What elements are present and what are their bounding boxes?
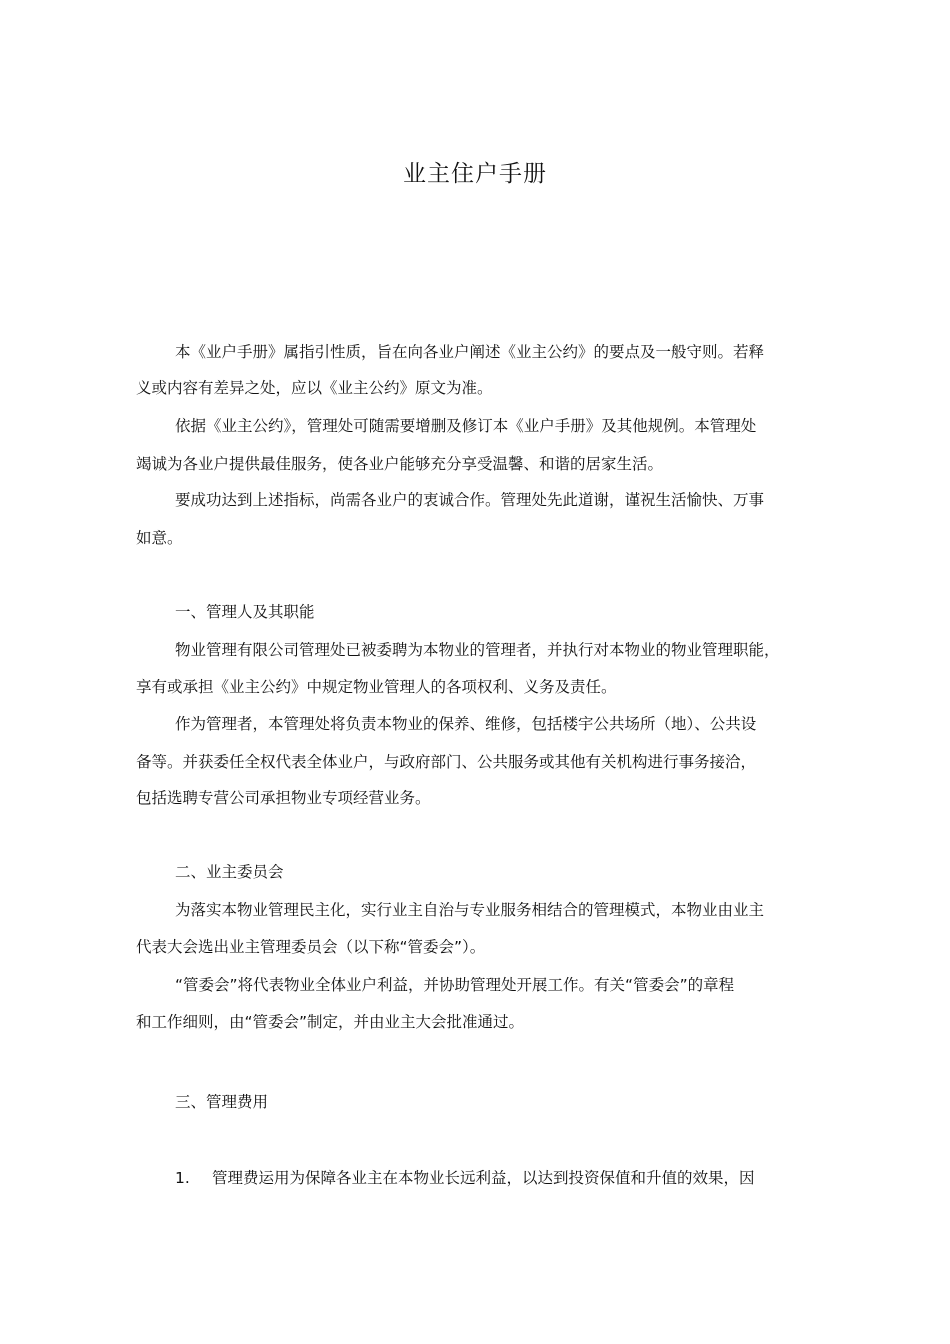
intro-line-6: 如意。 (136, 529, 183, 547)
section3-item1-number: 1. (175, 1169, 190, 1187)
intro-line-3: 依据《业主公约》，管理处可随需要增删及修订本《业户手册》及其他规例。本管理处 (175, 417, 757, 435)
section3-heading: 三、管理费用 (175, 1093, 269, 1111)
section1-line-1: 物业管理有限公司管理处已被委聘为本物业的管理者，并执行对本物业的物业管理职能， (175, 641, 780, 659)
section1-heading: 一、管理人及其职能 (175, 603, 315, 621)
section1-line-4: 备等。并获委任全权代表全体业户，与政府部门、公共服务或其他有关机构进行事务接洽， (136, 753, 757, 771)
section1-line-5: 包括选聘专营公司承担物业专项经营业务。 (136, 789, 431, 807)
section1-line-3: 作为管理者，本管理处将负责本物业的保养、维修，包括楼宇公共场所（地）、公共设 (175, 715, 757, 733)
section1-line-2: 享有或承担《业主公约》中规定物业管理人的各项权利、义务及责任。 (136, 678, 617, 696)
section2-heading: 二、业主委员会 (175, 863, 284, 881)
section3-item1-text: 管理费运用为保障各业主在本物业长远利益，以达到投资保值和升值的效果，因 (212, 1169, 755, 1187)
section2-line-1: 为落实本物业管理民主化，实行业主自治与专业服务相结合的管理模式，本物业由业主 (175, 901, 765, 919)
section2-line-2: 代表大会选出业主管理委员会（以下称“管委会”）。 (136, 938, 486, 956)
intro-line-1: 本《业户手册》属指引性质，旨在向各业户阐述《业主公约》的要点及一般守则。若释 (175, 343, 765, 361)
document-title: 业主住户手册 (403, 161, 547, 187)
intro-line-2: 义或内容有差异之处，应以《业主公约》原文为准。 (136, 379, 493, 397)
section2-line-4: 和工作细则，由“管委会”制定，并由业主大会批准通过。 (136, 1013, 525, 1031)
intro-line-4: 竭诚为各业户提供最佳服务，使各业户能够充分享受温馨、和谐的居家生活。 (136, 455, 664, 473)
intro-line-5: 要成功达到上述指标，尚需各业户的衷诚合作。管理处先此道谢，谨祝生活愉快、万事 (175, 491, 765, 509)
section2-line-3: “管委会”将代表物业全体业户利益，并协助管理处开展工作。有关“管委会”的章程 (175, 976, 735, 994)
